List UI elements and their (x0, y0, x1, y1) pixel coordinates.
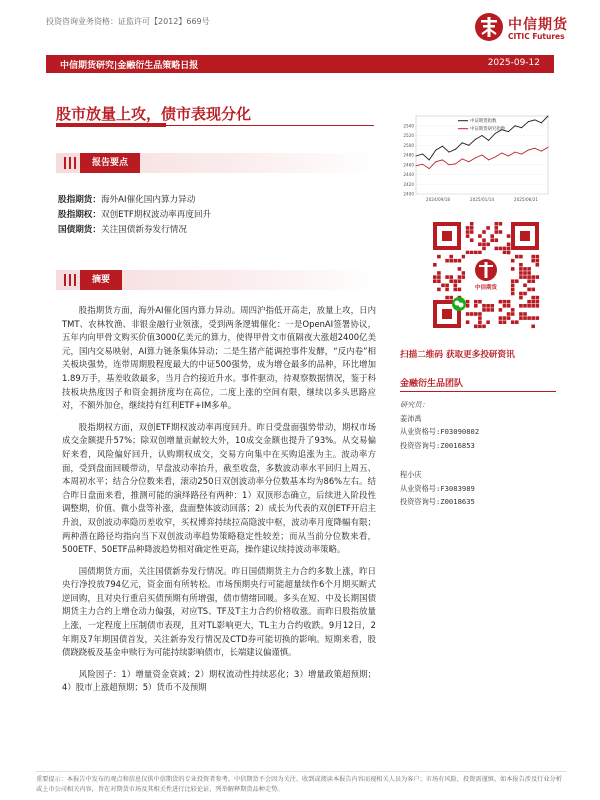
report-banner (46, 55, 554, 73)
chart-y-tick-label: 2520 (403, 133, 414, 138)
qr-module (511, 267, 515, 271)
qr-module (490, 238, 494, 242)
qr-module (466, 312, 470, 316)
chart-y-tick-label: 2400 (403, 191, 414, 197)
chart-point (422, 154, 423, 155)
qr-module (507, 243, 511, 247)
chart-point (429, 159, 430, 160)
qr-module (454, 279, 458, 283)
qr-module (486, 308, 490, 312)
qr-module (482, 308, 486, 312)
chart-point (521, 127, 522, 128)
qr-module (511, 308, 515, 312)
chart-point (416, 156, 417, 157)
chart-point (482, 155, 483, 156)
qr-module (482, 230, 486, 234)
qr-module (536, 316, 540, 320)
qr-module (462, 271, 466, 275)
qr-module (495, 238, 499, 242)
chart-legend-label: 中证期货指数 (470, 119, 497, 124)
qr-module (511, 279, 515, 283)
abstract-label: 摘要 (80, 270, 122, 290)
analyst-qualification: 从业资格号:F3083989 (400, 483, 475, 493)
analyst-qualification: 从业资格号:F03090802 (400, 427, 480, 436)
qr-module (519, 296, 523, 300)
qr-module (511, 292, 515, 296)
qr-module (445, 296, 449, 300)
logo-en: CITIC Futures (508, 32, 565, 41)
key-points-header (56, 153, 386, 173)
qr-module (527, 304, 531, 308)
qr-module (478, 251, 482, 255)
qr-module (531, 304, 535, 308)
qr-module (454, 284, 458, 288)
qr-module (466, 230, 470, 234)
chart-point (442, 146, 443, 147)
qr-module (478, 300, 482, 304)
qr-module (482, 243, 486, 247)
chart-point (495, 133, 496, 134)
qr-module (515, 320, 519, 324)
key-points-label: 报告要点 (80, 153, 140, 173)
qr-module (490, 234, 494, 238)
analyst-invest-id: 投资咨询号:Z0016853 (400, 440, 475, 450)
chart-point (475, 139, 476, 140)
qr-module (458, 279, 462, 283)
qr-module (437, 288, 441, 292)
qr-module (519, 316, 523, 320)
qr-module (511, 259, 515, 263)
report-title: 股市放量上攻，债市表现分化 (56, 105, 252, 123)
qr-module (515, 279, 519, 283)
qr-module (458, 267, 462, 271)
qr-module (536, 259, 540, 263)
qr-module (470, 230, 474, 234)
qr-module (523, 275, 527, 279)
qr-module (519, 271, 523, 275)
qr-module (490, 308, 494, 312)
qr-module (470, 312, 474, 316)
chart-point (468, 161, 469, 162)
qr-module (507, 304, 511, 308)
qr-module (449, 255, 453, 259)
qr-module (536, 296, 540, 300)
chart-point (449, 164, 450, 165)
qr-module (536, 300, 540, 304)
qr-module (499, 300, 503, 304)
qr-module (474, 312, 478, 316)
qr-module (437, 279, 441, 283)
chart-point (442, 159, 443, 160)
chart-point (534, 148, 535, 149)
chart-point (488, 159, 489, 160)
qr-module (474, 325, 478, 329)
qr-module (486, 243, 490, 247)
chart-point (475, 157, 476, 158)
chart-x-tick-label: 2025/06/21 (513, 197, 539, 202)
qr-module (478, 234, 482, 238)
qr-module (499, 230, 503, 234)
chart-point (455, 163, 456, 164)
qr-module (466, 304, 470, 308)
qr-module (519, 312, 523, 316)
qr-module (536, 304, 540, 308)
qr-module (507, 247, 511, 251)
qr-module (490, 304, 494, 308)
qr-module (482, 304, 486, 308)
chart-point (548, 116, 549, 117)
abstract-paragraph-options: 股指期权方面，双创ETF期权波动率再度回升。昨日受盘面强势带动，期权市场成交金额提升57%；除双创增量贡献较大外，10成交金额也提升了93%。从交易偏好来看，风险偏好回升，认购期权成交，交易方向集中在买购追涨为主。波动率方面，受到盘面回暖带动，早盘波动率抬升，截至收盘，多数波动率水平回归上周五、本周初水平；结合分位数来看，滚动250日双创波动率分位数基本均为86%左右。结合昨日盘面来看，推测可能的演绎路径有两种：1）双顶形态确立，后续进入阶段性调整期，价值、微小盘等补涨，盘面整体波动回落；2）成长为代表的双创ETF开启主升浪，双创波动率隐历差收窄，买权博弈持续拉高隐波中枢，波动率月度降幅有限；两种潜在路径均指向当下双创波动率趋势策略稳定性较差；而从当前分位数来看，500ETF、50ETF品种降波趋势相对确定性更高，操作建议续持波动率策略。 (62, 421, 376, 555)
qr-code[interactable] (431, 220, 541, 330)
chart-x-tick-label: 2025/01/14 (469, 197, 495, 202)
qr-module (482, 247, 486, 251)
qr-module (474, 304, 478, 308)
qr-module (445, 275, 449, 279)
chart-point (449, 152, 450, 153)
qr-module (482, 238, 486, 242)
company-logo (474, 12, 592, 46)
chart-point (501, 153, 502, 154)
chart-point (548, 147, 549, 148)
chart-y-tick-label: 2420 (403, 181, 414, 187)
qr-module (458, 275, 462, 279)
qr-module (531, 316, 535, 320)
chart-point (488, 140, 489, 141)
analyst-name: 姜沛禹 (400, 413, 422, 423)
qr-module (486, 226, 490, 230)
qr-caption: 扫描二维码 获取更多投研资讯 (400, 350, 515, 360)
logo-cn: 中信期货 (508, 17, 568, 33)
qr-module (499, 247, 503, 251)
chart-point (508, 156, 509, 157)
qr-module (519, 263, 523, 267)
qr-module (523, 304, 527, 308)
chart-point (495, 157, 496, 158)
qr-module (503, 316, 507, 320)
chart-y-tick-label: 2460 (403, 162, 414, 168)
chart-point (468, 145, 469, 146)
chart-y-tick-label: 2480 (403, 152, 414, 158)
qr-module (470, 222, 474, 226)
chart-point (455, 149, 456, 150)
qr-module (499, 320, 503, 324)
qr-module (478, 325, 482, 329)
qr-module (523, 271, 527, 275)
qr-module (519, 304, 523, 308)
abstract-paragraph-risk: 风险因子：1）增量资金衰减；2）期权流动性持续恶化；3）增量政策超预期；4）股市上涨超预期；5）货币不及预期 (62, 668, 376, 693)
qr-module (523, 312, 527, 316)
qr-module (503, 300, 507, 304)
license-text: 投资咨询业务资格：证监许可【2012】669号 (46, 17, 210, 26)
chart-point (541, 151, 542, 152)
chart-point (541, 122, 542, 123)
chart-y-tick-label: 2500 (403, 142, 414, 148)
disclaimer: 重要提示：本报告中发布的观点和信息仅供中信期货的专业投资者参考。中信期货不会因为关注、收到或阅读本报告内容而视相关人员为客户；市场有风险，投资需谨慎。如本报告涉及行业分析或上市公司相关内容，旨在对期货市场及其相关性进行比较论证，列举解释期货品种走势。 (36, 771, 566, 795)
key-points-list (58, 193, 211, 239)
qr-module (449, 296, 453, 300)
chart-point (435, 150, 436, 151)
team-title: 金融衍生品团队 (400, 379, 464, 389)
qr-module (503, 320, 507, 324)
report-date: 2025-09-12 (487, 58, 540, 68)
qr-module (511, 312, 515, 316)
qr-module (507, 316, 511, 320)
qr-module (527, 288, 531, 292)
chart-point (429, 168, 430, 169)
qr-module (531, 279, 535, 283)
analyst-invest-id: 投资咨询号:Z0018635 (400, 497, 475, 506)
title-accent-bar (56, 123, 166, 127)
qr-module (519, 255, 523, 259)
qr-module (519, 292, 523, 296)
qr-module (495, 226, 499, 230)
qr-module (527, 300, 531, 304)
qr-module (466, 320, 470, 324)
qr-module (507, 234, 511, 238)
chart-point (482, 135, 483, 136)
qr-module (445, 259, 449, 263)
chart-point (416, 165, 417, 166)
chart-point (435, 161, 436, 162)
qr-module (531, 259, 535, 263)
qr-module (507, 251, 511, 255)
qr-module (511, 288, 515, 292)
qr-module (470, 238, 474, 242)
qr-module (482, 325, 486, 329)
qr-module (433, 275, 437, 279)
qr-module (536, 263, 540, 267)
chart-point (508, 131, 509, 132)
qr-module (462, 275, 466, 279)
citic-logo-icon (474, 12, 504, 42)
qr-module (523, 316, 527, 320)
qr-module (523, 284, 527, 288)
qr-module (478, 243, 482, 247)
chart-point (521, 154, 522, 155)
qr-module (495, 230, 499, 234)
qr-module (519, 275, 523, 279)
qr-module (527, 267, 531, 271)
qr-module (474, 300, 478, 304)
qr-module (536, 255, 540, 259)
chart-y-tick-label: 2440 (403, 172, 414, 177)
key-point-item: 国债期货：关注国债新券发行情况 (58, 225, 187, 236)
key-point-item: 股指期权：双创ETF期权波动率再度回升 (58, 210, 212, 221)
qr-module (536, 275, 540, 279)
qr-module (507, 312, 511, 316)
qr-module (511, 320, 515, 324)
qr-module (531, 325, 535, 329)
chart-legend-label: 中证期货研究指数 (470, 127, 506, 132)
qr-module (527, 316, 531, 320)
qr-module (531, 255, 535, 259)
team-divider (400, 391, 556, 392)
chart-point (462, 142, 463, 143)
banner-title: 中信期货研究|金融衍生品策略日报 (60, 61, 199, 71)
abstract-paragraph-equity: 股指期货方面，海外AI催化国内算力异动。周四沪指低开高走，放量上攻，日内TMT、农林牧渔、非银金融行业领涨，受到两条逻辑催化：一是OpenAI签署协议，五年内向甲骨文购买价值3000亿美元的算力，使得甲骨文市值隔夜大涨超2400亿美元，国内交易映射，AI算力链条集体异动；二是生猪产能调控事件发酵，“反内卷”相关板块强势，连带周期股程度最大的中证500强势，成为增仓最多的品种，环比增加1.89万手，基差收敛最多，当月合约接近升水。事件驱动，待观察数据情况，鉴于科技板块热度因子和资金拥挤度均在高位，二度上涨的空间有限，继续以多头思路应对，不额外加仓，继续持有红利ETF+IM多单。 (62, 305, 376, 411)
qr-module (527, 275, 531, 279)
qr-module (454, 288, 458, 292)
key-point-item: 股指期货：海外AI催化国内算力异动 (58, 195, 196, 205)
chart-point (515, 152, 516, 153)
qr-module (523, 267, 527, 271)
qr-module (531, 300, 535, 304)
qr-module (458, 259, 462, 263)
qr-module (466, 251, 470, 255)
qr-module (449, 259, 453, 263)
qr-module (507, 300, 511, 304)
qr-module (470, 251, 474, 255)
abstract-paragraph-bonds: 国债期货方面，关注国债新券发行情况。昨日国债期货主力合约多数上涨，昨日央行净投放794亿元，资金面有所转松。市场预期央行可能超量续作6个月期买断式逆回购，且对央行重启买债预期有所增强，债市情绪回暖。多头在短、中及长期国债期货主力合约上增仓动力偏强，对应TS、TF及T主力合约价格收涨。而昨日股指放量上涨，一定程度上压制债市表现，且对TL影响更大，TL主力合约收跌。9月12日，2年期及7年期国债首发，关注新券发行情况及CTD券可能切换的影响。短期来看，股债跷跷板及基金申赎行为可能持续影响债市，长端建议偏谨慎。 (62, 565, 376, 658)
qr-module (433, 279, 437, 283)
qr-module (495, 247, 499, 251)
qr-module (495, 222, 499, 226)
qr-module (503, 251, 507, 255)
chart-point (422, 164, 423, 165)
qr-module (437, 271, 441, 275)
qr-module (454, 259, 458, 263)
chart-point (528, 121, 529, 122)
qr-module (499, 308, 503, 312)
qr-module (478, 320, 482, 324)
chart-y-tick-label: 2540 (403, 123, 414, 129)
qr-module (437, 275, 441, 279)
analyst-name: 程小庆 (400, 470, 422, 479)
qr-module (515, 255, 519, 259)
qr-module (523, 292, 527, 296)
qr-module (486, 320, 490, 324)
abstract-body (62, 304, 376, 703)
qr-module (462, 255, 466, 259)
qr-module (527, 279, 531, 283)
qr-module (449, 279, 453, 283)
qr-module (478, 312, 482, 316)
qr-module (511, 284, 515, 288)
qr-module (441, 284, 445, 288)
qr-module (531, 288, 535, 292)
qr-module (527, 271, 531, 275)
qr-module (486, 304, 490, 308)
qr-module (466, 234, 470, 238)
analyst-list (400, 398, 479, 509)
qr-logo-text: 中信期货 (474, 285, 498, 291)
qr-module (449, 275, 453, 279)
qr-module (503, 247, 507, 251)
chart-point (462, 158, 463, 159)
qr-module (478, 316, 482, 320)
qr-module (474, 251, 478, 255)
role-label: 研究员： (400, 400, 429, 409)
chart-x-tick-label: 2024/09/18 (425, 197, 451, 202)
qr-module (499, 222, 503, 226)
qr-module (466, 226, 470, 230)
qr-module (470, 226, 474, 230)
chart-point (528, 150, 529, 151)
qr-module (458, 288, 462, 292)
abstract-header (56, 270, 386, 290)
qr-module (531, 296, 535, 300)
qr-module (503, 304, 507, 308)
qr-module (466, 300, 470, 304)
chart-point (534, 119, 535, 120)
qr-module (433, 263, 437, 267)
qr-module (499, 316, 503, 320)
qr-module (519, 267, 523, 271)
index-line-chart (396, 108, 552, 208)
chart-point (515, 125, 516, 126)
qr-module (445, 288, 449, 292)
qr-module (437, 255, 441, 259)
qr-module (531, 275, 535, 279)
qr-module (445, 284, 449, 288)
